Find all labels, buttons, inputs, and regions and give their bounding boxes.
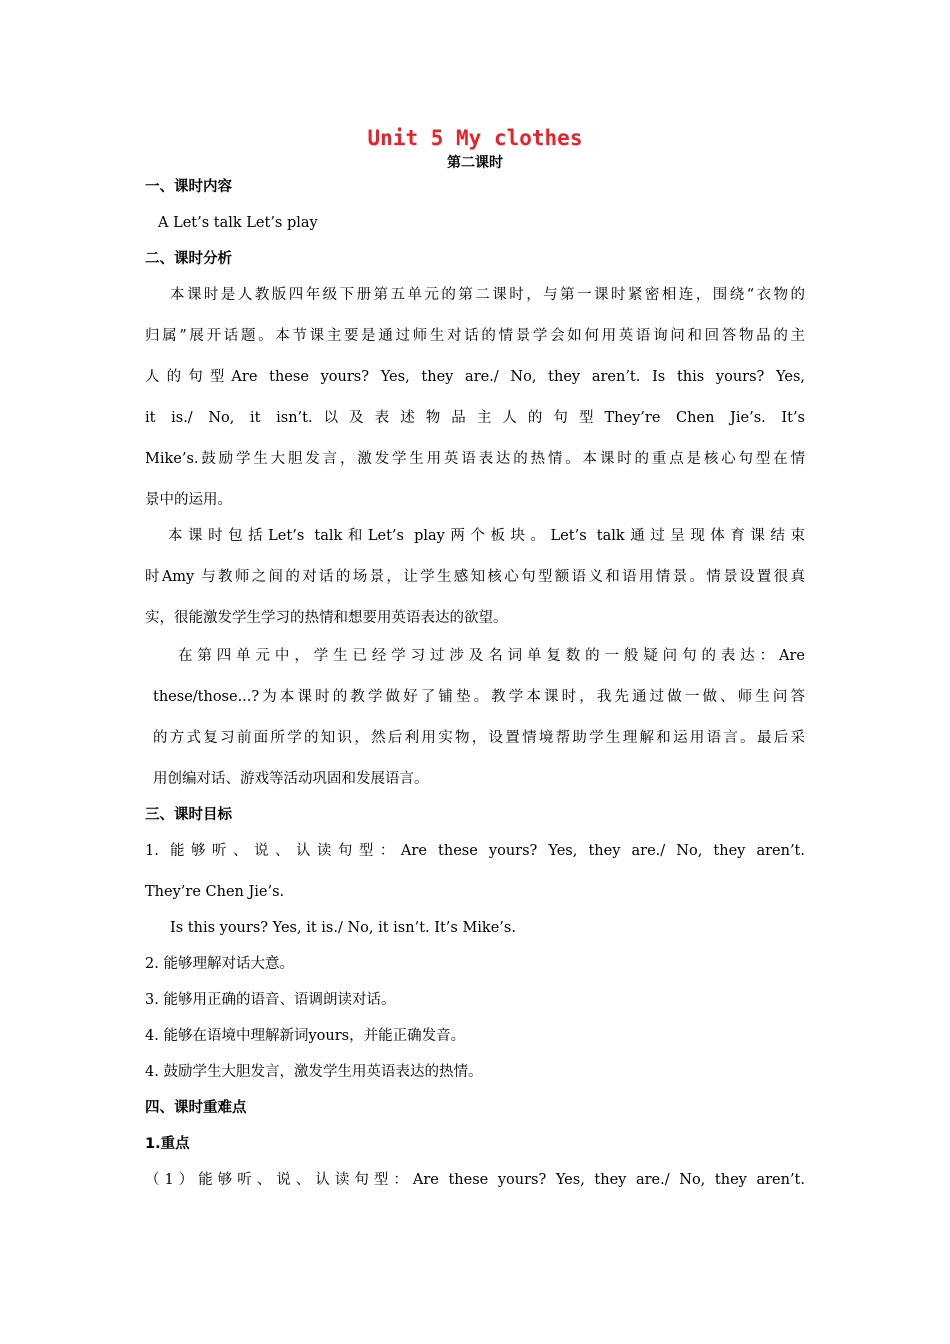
- analysis-p3-line: 的方式复习前面所学的知识，然后利用实物，设置情境帮助学生理解和运用语言。最后采: [153, 730, 805, 746]
- document-subtitle: 第二课时: [447, 155, 503, 171]
- analysis-p3-line: 在第四单元中，学生已经学习过涉及名词单复数的一般疑问句的表达：Are: [178, 648, 805, 664]
- document-title: Unit 5 My clothes: [367, 126, 583, 150]
- analysis-p3-line: these/those...?为本课时的教学做好了铺垫。教学本课时，我先通过做一做、师生问答: [153, 689, 805, 705]
- analysis-p2-line: 时Amy 与教师之间的对话的场景，让学生感知核心句型额语义和语用情景。情景设置很真: [145, 569, 805, 585]
- section-content-text: A Let’s talk Let’s play: [158, 215, 318, 231]
- key-point-subheading: 1.重点: [145, 1136, 190, 1152]
- objective-item: 3. 能够用正确的语音、语调朗读对话。: [145, 992, 396, 1008]
- key-point-item: （1）能够听、说、认读句型：Are these yours? Yes, they are./ No, they aren’t.: [145, 1172, 805, 1188]
- analysis-p1-line: 人的句型Are these yours? Yes, they are./ No, they aren’t. Is this yours? Yes,: [145, 369, 805, 385]
- analysis-p1-line: 景中的运用。: [145, 492, 232, 508]
- analysis-p2-line: 本课时包括Let’s talk和Let’s play两个板块。Let’s talk通过呈现体育课结束: [168, 528, 805, 544]
- analysis-p1-line: it is./ No, it isn’t.以及表述物品主人的句型They’re Chen Jie’s. It’s: [145, 410, 805, 426]
- analysis-p1-line: 本课时是人教版四年级下册第五单元的第二课时，与第一课时紧密相连，围绕“衣物的: [170, 287, 805, 303]
- analysis-p1-line: Mike’s.鼓励学生大胆发言，激发学生用英语表达的热情。本课时的重点是核心句型在情: [145, 451, 805, 467]
- analysis-p2-line: 实，很能激发学生学习的热情和想要用英语表达的欲望。: [145, 610, 508, 626]
- objective-item: 2. 能够理解对话大意。: [145, 956, 294, 972]
- section-heading-content: 一、课时内容: [145, 179, 232, 195]
- objective-item: They’re Chen Jie’s.: [145, 884, 285, 900]
- objective-item: 4. 鼓励学生大胆发言，激发学生用英语表达的热情。: [145, 1064, 483, 1080]
- objective-item: 1. 能够听、说、认读句型：Are these yours? Yes, they are./ No, they aren’t.: [145, 843, 805, 859]
- analysis-p3-line: 用创编对话、游戏等活动巩固和发展语言。: [153, 771, 429, 787]
- section-heading-objectives: 三、课时目标: [145, 807, 232, 823]
- objective-item: Is this yours? Yes, it is./ No, it isn’t. It’s Mike’s.: [170, 920, 516, 936]
- section-heading-analysis: 二、课时分析: [145, 251, 232, 267]
- section-heading-key-points: 四、课时重难点: [145, 1100, 247, 1116]
- objective-item: 4. 能够在语境中理解新词yours，并能正确发音。: [145, 1028, 466, 1044]
- analysis-p1-line: 归属”展开话题。本节课主要是通过师生对话的情景学会如何用英语询问和回答物品的主: [145, 328, 805, 344]
